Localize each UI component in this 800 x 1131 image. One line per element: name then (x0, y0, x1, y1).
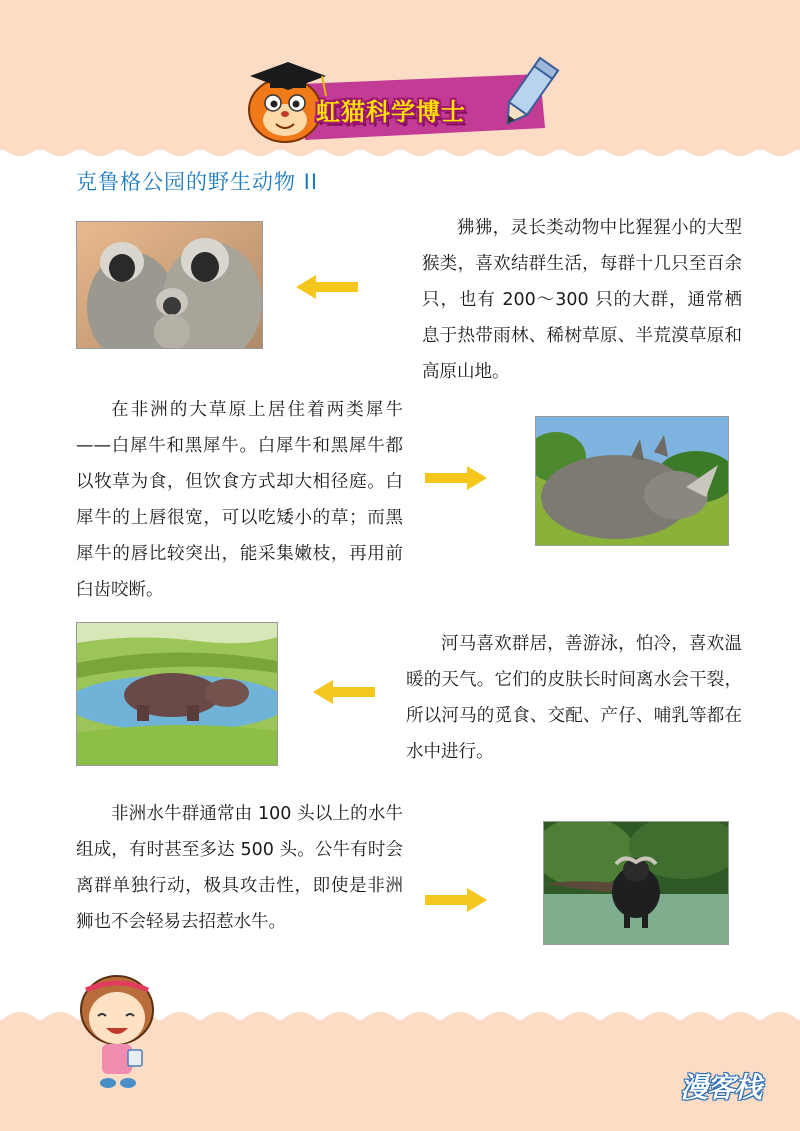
buffalo-photo (543, 821, 729, 945)
arrow-left-icon (296, 275, 358, 299)
arrow-right-icon (425, 466, 487, 490)
buffalo-paragraph: 非洲水牛群通常由 100 头以上的水牛组成，有时甚至多达 500 头。公牛有时会离群单独行动，极具攻击性，即使是非洲狮也不会轻易去招惹水牛。 (76, 804, 403, 932)
rhino-photo (535, 416, 729, 546)
arrow-right-icon (425, 888, 487, 912)
girl-mascot (72, 968, 162, 1093)
baboon-photo (76, 221, 263, 349)
logo-title: 虹猫科学博士 (316, 98, 466, 126)
page-title: 克鲁格公园的野生动物 II (76, 170, 319, 194)
baboon-paragraph: 狒狒，灵长类动物中比猩猩小的大型猴类，喜欢结群生活，每群十几只至百余只，也有 200～300 只的大群，通常栖息于热带雨林、稀树草原、半荒漠草原和高原山地。 (422, 218, 742, 382)
rhino-paragraph: 在非洲的大草原上居住着两类犀牛——白犀牛和黑犀牛。白犀牛和黑犀牛都以牧草为食，但饮食方式却大相径庭。白犀牛的上唇很宽，可以吃矮小的草；而黑犀牛的唇比较突出，能采集嫩枝，再用前臼齿咬断。 (76, 400, 403, 600)
hippo-paragraph: 河马喜欢群居，善游泳，怕冷，喜欢温暖的天气。它们的皮肤长时间离水会干裂，所以河马的觅食、交配、产仔、哺乳等都在水中进行。 (406, 634, 742, 762)
watermark: 漫客栈 (680, 1071, 762, 1104)
hippo-photo (76, 622, 278, 766)
arrow-left-icon (313, 680, 375, 704)
